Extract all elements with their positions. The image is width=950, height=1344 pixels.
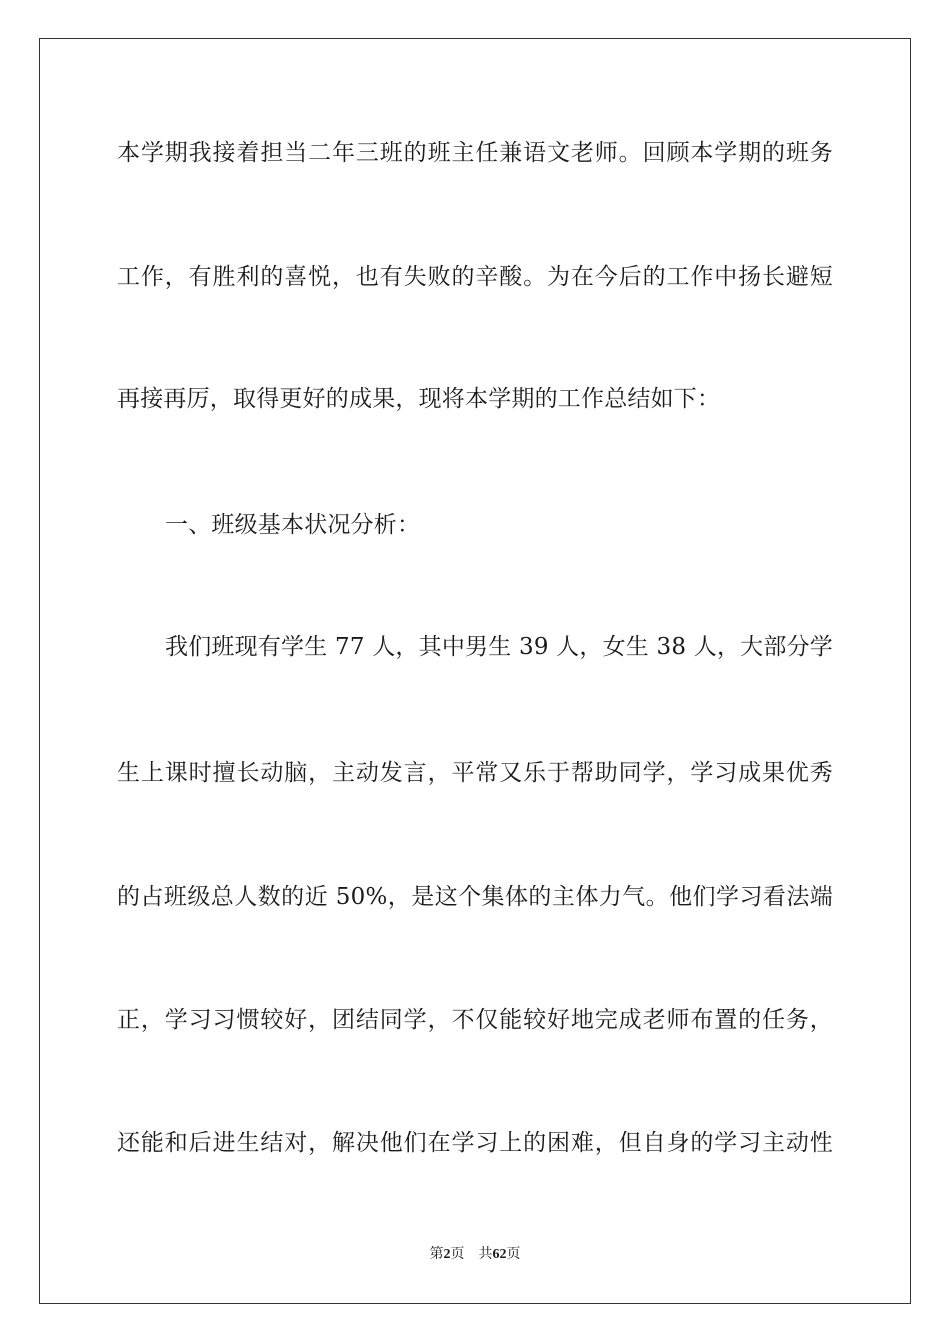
body-line-7: 的占班级总人数的近 50%，是这个集体的主体力气。他们学习看法端	[117, 884, 833, 910]
body-line-3: 再接再厉，取得更好的成果，现将本学期的工作总结如下：	[117, 386, 721, 412]
body-line-9: 还能和后进生结对，解决他们在学习上的困难，但自身的学习主动性	[117, 1130, 833, 1156]
body-line-5: 我们班现有学生 77 人，其中男生 39 人，女生 38 人，大部分学	[165, 634, 833, 660]
section-heading: 一、班级基本状况分析：	[165, 512, 421, 538]
footer-total-suffix: 页	[506, 1247, 521, 1262]
page-border	[39, 38, 911, 1304]
body-line-8: 正，学习习惯较好，团结同学，不仅能较好地完成老师布置的任务，	[117, 1007, 833, 1033]
body-line-2: 工作，有胜利的喜悦，也有失败的辛酸。为在今后的工作中扬长避短	[117, 264, 833, 290]
footer-total-prefix: 共	[478, 1247, 493, 1262]
footer-page-suffix: 页	[450, 1247, 465, 1262]
page-footer	[0, 1246, 950, 1264]
footer-page-total: 62	[492, 1247, 507, 1262]
footer-page-current: 2	[443, 1247, 451, 1262]
body-line-1: 本学期我接着担当二年三班的班主任兼语文老师。回顾本学期的班务	[117, 140, 833, 166]
footer-page-prefix: 第	[429, 1247, 444, 1262]
body-line-6: 生上课时擅长动脑，主动发言，平常又乐于帮助同学，学习成果优秀	[117, 760, 833, 786]
